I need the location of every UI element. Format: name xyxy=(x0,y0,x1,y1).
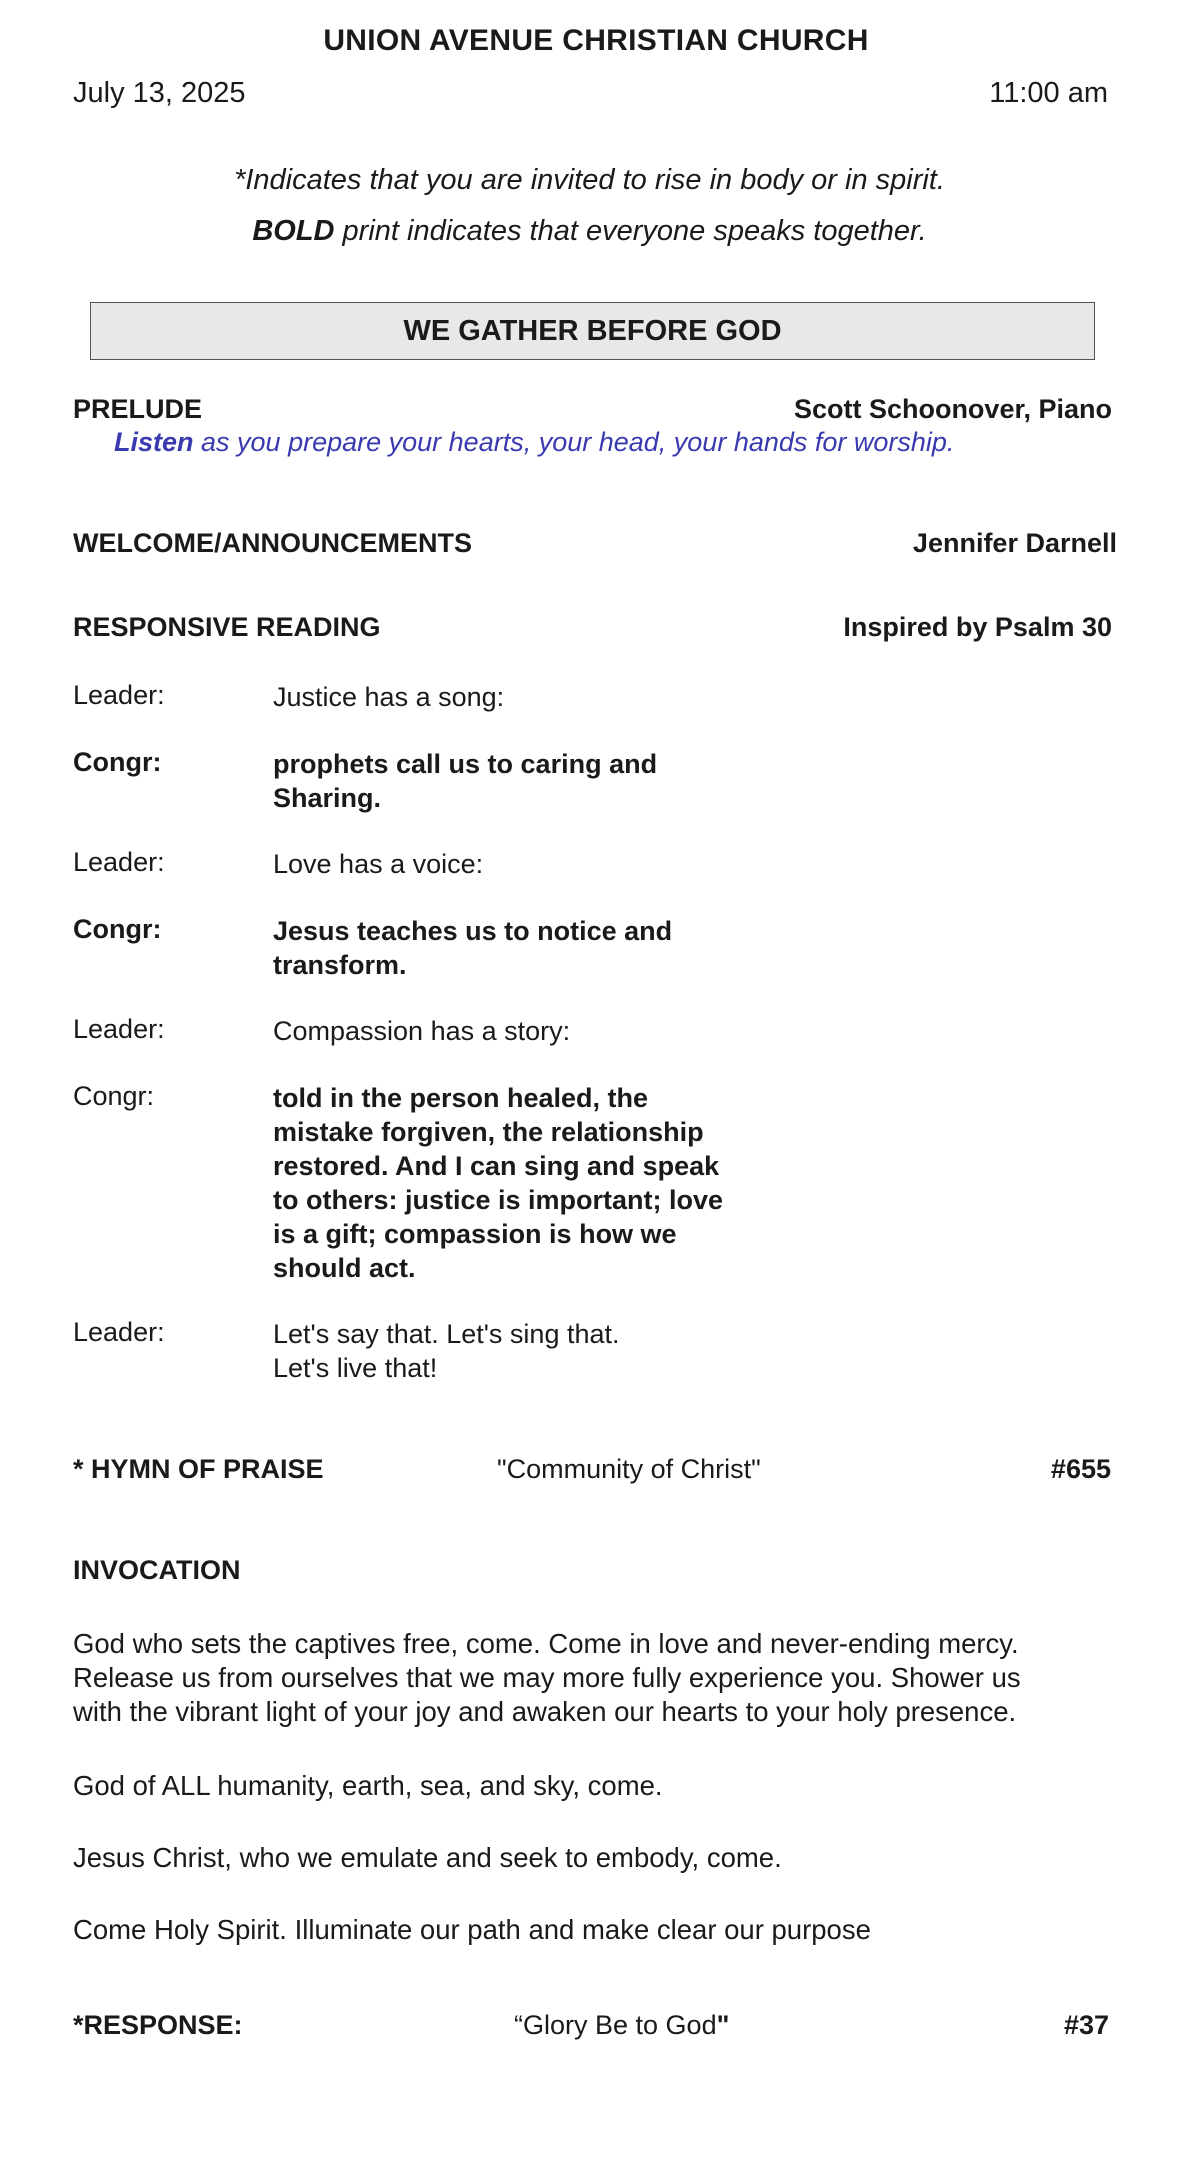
rise-note: *Indicates that you are invited to rise in body or in spirit. xyxy=(234,164,945,196)
invocation-line: with the vibrant light of your joy and awaken our hearts to your holy presence. xyxy=(73,1696,1017,1727)
responsive-reading-source: Inspired by Psalm 30 xyxy=(843,612,1112,642)
listen-text: as you prepare your hearts, your head, your hands for worship. xyxy=(193,427,955,457)
church-name: UNION AVENUE CHRISTIAN CHURCH xyxy=(323,24,869,57)
reading-role: Congr: xyxy=(73,747,162,777)
reading-text-line: Let's live that! xyxy=(273,1353,438,1383)
reading-role: Leader: xyxy=(73,847,165,877)
bold-note xyxy=(0,215,1179,248)
responsive-reading-label: RESPONSIVE READING xyxy=(73,612,381,642)
invocation-paragraph-2: God of ALL humanity, earth, sea, and sky, come. xyxy=(73,1770,663,1801)
reading-role: Leader: xyxy=(73,1014,165,1044)
reading-text xyxy=(273,1081,723,1285)
reading-text-line: told in the person healed, the xyxy=(273,1083,649,1113)
reading-text xyxy=(273,847,483,881)
reading-text-line: Love has a voice: xyxy=(273,849,484,879)
invocation-line: Release us from ourselves that we may more fully experience you. Shower us xyxy=(73,1662,1021,1693)
reading-text-line: Sharing. xyxy=(273,783,382,813)
invocation-paragraph-3: Jesus Christ, who we emulate and seek to embody, come. xyxy=(73,1842,782,1873)
invocation-label: INVOCATION xyxy=(73,1555,241,1585)
welcome-leader: Jennifer Darnell xyxy=(912,528,1117,558)
prelude-performer: Scott Schoonover, Piano xyxy=(793,394,1112,424)
reading-text-line: transform. xyxy=(273,950,407,980)
response-number: #37 xyxy=(1063,2010,1109,2040)
response-label: *RESPONSE: xyxy=(73,2010,243,2040)
reading-text xyxy=(273,914,672,982)
reading-text xyxy=(273,1317,620,1385)
reading-role: Leader: xyxy=(73,1317,165,1347)
reading-text-line: restored. And I can sing and speak xyxy=(273,1151,720,1181)
prelude-label: PRELUDE xyxy=(73,394,203,424)
reading-text-line: Let's say that. Let's sing that. xyxy=(273,1319,620,1349)
response-title xyxy=(514,2010,729,2041)
reading-text-line: Compassion has a story: xyxy=(273,1016,571,1046)
reading-text-line: to others: justice is important; love xyxy=(273,1185,724,1215)
invocation-line: God who sets the captives free, come. Come in love and never-ending mercy. xyxy=(73,1628,1019,1659)
bold-note-keyword: BOLD xyxy=(252,215,335,247)
reading-text-line: prophets call us to caring and xyxy=(273,749,658,779)
section-header-gather: WE GATHER BEFORE GOD xyxy=(90,302,1095,360)
hymn-label: * HYMN OF PRAISE xyxy=(73,1454,324,1484)
invocation-paragraph-1 xyxy=(73,1627,1021,1729)
reading-text-line: mistake forgiven, the relationship xyxy=(273,1117,704,1147)
bold-note-text: print indicates that everyone speaks together. xyxy=(334,215,927,247)
reading-text-line: should act. xyxy=(273,1253,416,1283)
reading-text xyxy=(273,1014,570,1048)
invocation-paragraph-4: Come Holy Spirit. Illuminate our path and make clear our purpose xyxy=(73,1914,871,1945)
response-title-text: “Glory Be to God xyxy=(514,2010,717,2040)
listen-keyword: Listen xyxy=(114,427,194,457)
service-date: July 13, 2025 xyxy=(73,77,246,109)
reading-role: Congr: xyxy=(73,914,162,944)
reading-text-line: Jesus teaches us to notice and xyxy=(273,916,673,946)
response-title-end: " xyxy=(716,2010,730,2040)
reading-text xyxy=(273,747,657,815)
reading-text-line: Justice has a song: xyxy=(273,682,505,712)
prelude-instruction xyxy=(114,427,954,458)
reading-text xyxy=(273,680,504,714)
service-time: 11:00 am xyxy=(989,77,1108,109)
reading-role: Congr: xyxy=(73,1081,155,1111)
hymn-title: "Community of Christ" xyxy=(497,1454,761,1484)
reading-role: Leader: xyxy=(73,680,165,710)
reading-text-line: is a gift; compassion is how we xyxy=(273,1219,677,1249)
welcome-label: WELCOME/ANNOUNCEMENTS xyxy=(73,528,472,558)
hymn-number: #655 xyxy=(1050,1454,1111,1484)
